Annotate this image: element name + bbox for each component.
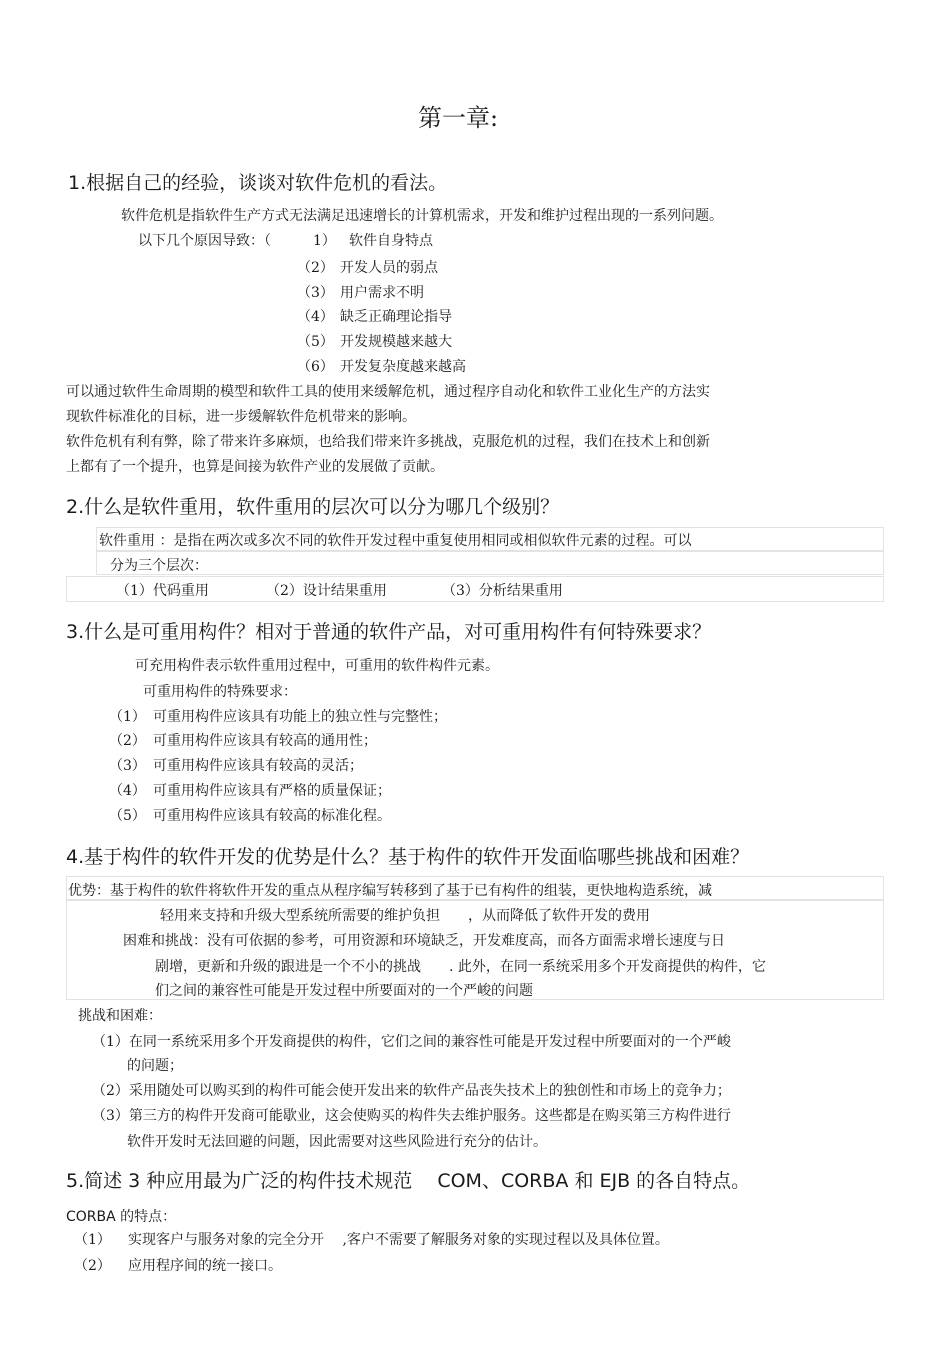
q4-challenge-line: 软件开发时无法回避的问题，因此需要对这些风险进行充分的估计。 bbox=[127, 1134, 547, 1150]
question-2-heading: 2.什么是软件重用，软件重用的层次可以分为哪几个级别？ bbox=[66, 496, 560, 518]
q4-challenge-line: 的问题； bbox=[127, 1058, 183, 1074]
q2-level: （3）分析结果重用 bbox=[442, 583, 563, 599]
q1-cause-num: 1） bbox=[313, 233, 336, 249]
q1-cause-text: 缺乏正确理论指导 bbox=[340, 309, 452, 325]
q1-cause-text: 开发复杂度越来越高 bbox=[340, 359, 466, 375]
q4-difficulty-line: 困难和挑战：没有可依据的参考，可用资源和环境缺乏，开发难度高，而各方面需求增长速度与日 bbox=[123, 933, 725, 949]
q5-corba-title: CORBA 的特点： bbox=[66, 1209, 177, 1225]
q4-advantage-line: 轻用来支持和升级大型系统所需要的维护负担 ，从而降低了软件开发的费用 bbox=[160, 908, 650, 924]
q3-req-text: 可重用构件应该具有功能上的独立性与完整性； bbox=[153, 709, 447, 725]
q4-challenges-intro: 挑战和困难： bbox=[78, 1008, 162, 1024]
q2-definition-line: 软件重用 ：是指在两次或多次不同的软件开发过程中重复使用相同或相似软件元素的过程。可以 bbox=[99, 533, 692, 549]
q5-item-num: （2） bbox=[74, 1258, 111, 1274]
q1-cause-text: 开发人员的弱点 bbox=[340, 260, 438, 276]
q3-req-num: （1） bbox=[109, 709, 146, 725]
q3-req-text: 可重用构件应该具有较高的标准化程。 bbox=[153, 808, 391, 824]
chapter-title: 第一章: bbox=[418, 104, 499, 132]
q1-cause-intro: 以下几个原因导致：（ bbox=[138, 233, 271, 249]
q2-box-row bbox=[96, 551, 884, 575]
q1-cause-num: （3） bbox=[297, 285, 334, 301]
q2-definition-line: 分为三个层次： bbox=[110, 558, 208, 574]
q1-cause-text: 用户需求不明 bbox=[340, 285, 424, 301]
q1-paragraph-line: 上都有了一个提升，也算是间接为软件产业的发展做了贡献。 bbox=[66, 459, 444, 475]
q5-item-text: 实现客户与服务对象的完全分开 ,客户不需要了解服务对象的实现过程以及具体位置。 bbox=[128, 1232, 669, 1248]
q1-cause-num: （6） bbox=[297, 359, 334, 375]
q1-cause-num: （4） bbox=[297, 309, 334, 325]
q1-paragraph-line: 可以通过软件生命周期的模型和软件工具的使用来缓解危机，通过程序自动化和软件工业化生产的方法实 bbox=[66, 384, 710, 400]
q2-level: （2）设计结果重用 bbox=[266, 583, 387, 599]
q3-req-num: （3） bbox=[109, 758, 146, 774]
q3-requirements-intro: 可重用构件的特殊要求： bbox=[143, 684, 297, 700]
q5-item-text: 应用程序间的统一接口。 bbox=[128, 1258, 282, 1274]
q4-challenge-line: （2）采用随处可以购买到的构件可能会使开发出来的软件产品丧失技术上的独创性和市场上的竞争力； bbox=[92, 1083, 731, 1099]
question-3-heading: 3.什么是可重用构件？相对于普通的软件产品，对可重用构件有何特殊要求？ bbox=[66, 621, 712, 643]
q1-paragraph-line: 现软件标准化的目标，进一步缓解软件危机带来的影响。 bbox=[66, 409, 416, 425]
q1-cause-num: （5） bbox=[297, 334, 334, 350]
q3-definition: 可充用构件表示软件重用过程中，可重用的软件构件元素。 bbox=[135, 658, 499, 674]
q4-challenge-line: （3）第三方的构件开发商可能歇业，这会使购买的构件失去维护服务。这些都是在购买第三方构件进行 bbox=[92, 1108, 731, 1124]
question-4-heading: 4.基于构件的软件开发的优势是什么？基于构件的软件开发面临哪些挑战和困难？ bbox=[66, 846, 750, 868]
q3-req-text: 可重用构件应该具有严格的质量保证； bbox=[153, 783, 391, 799]
q1-definition: 软件危机是指软件生产方式无法满足迅速增长的计算机需求，开发和维护过程出现的一系列问题。 bbox=[121, 208, 723, 224]
q1-cause-num: （2） bbox=[297, 260, 334, 276]
q1-cause-text: 软件自身特点 bbox=[349, 233, 433, 249]
q5-item-num: （1） bbox=[74, 1232, 111, 1248]
q3-req-num: （4） bbox=[109, 783, 146, 799]
q3-req-text: 可重用构件应该具有较高的通用性； bbox=[153, 733, 377, 749]
q4-difficulty-line: 剧增，更新和升级的跟进是一个不小的挑战 . 此外，在同一系统采用多个开发商提供的构件，它 bbox=[155, 959, 766, 975]
q3-req-num: （5） bbox=[109, 808, 146, 824]
q1-cause-text: 开发规模越来越大 bbox=[340, 334, 452, 350]
q4-advantage-line: 优势：基于构件的软件将软件开发的重点从程序编写转移到了基于已有构件的组装，更快地构造系统，减 bbox=[68, 883, 712, 899]
question-5-heading: 5.简述 3 种应用最为广泛的构件技术规范 COM、CORBA 和 EJB 的各自特点。 bbox=[66, 1170, 751, 1192]
q4-challenge-line: （1）在同一系统采用多个开发商提供的构件，它们之间的兼容性可能是开发过程中所要面对的一个严峻 bbox=[92, 1034, 731, 1050]
question-1-heading: 1.根据自己的经验，谈谈对软件危机的看法。 bbox=[68, 172, 448, 194]
q4-difficulty-line: 们之间的兼容性可能是开发过程中所要面对的一个严峻的问题 bbox=[155, 983, 533, 999]
q2-level: （1）代码重用 bbox=[116, 583, 209, 599]
q3-req-text: 可重用构件应该具有较高的灵活； bbox=[153, 758, 363, 774]
q3-req-num: （2） bbox=[109, 733, 146, 749]
q1-paragraph-line: 软件危机有利有弊，除了带来许多麻烦，也给我们带来许多挑战，克服危机的过程，我们在技术上和创新 bbox=[66, 434, 710, 450]
